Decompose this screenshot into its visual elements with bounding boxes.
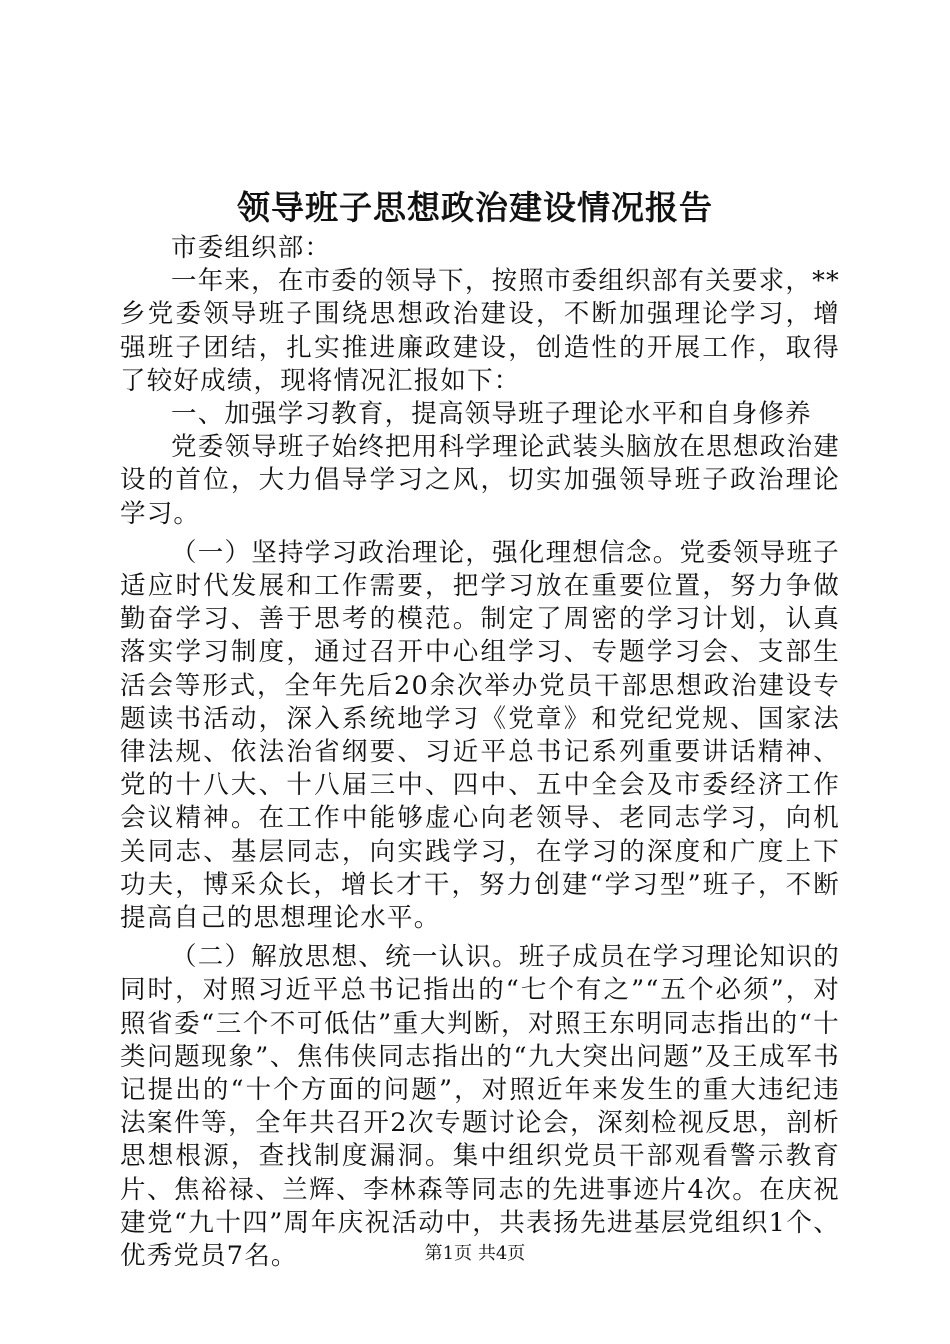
intro-paragraph: 一年来，在市委的领导下，按照市委组织部有关要求，**乡党委领导班子围绕思想政治建设，不断加强理论学习，增强班子团结，扎实推进廉政建设，创造性的开展工作，取得了较好成绩，现将情况汇报如下： bbox=[120, 266, 840, 396]
section-heading-1: 一、加强学习教育，提高领导班子理论水平和自身修养 bbox=[171, 399, 812, 430]
subsection-2-paragraph: （二）解放思想、统一认识。班子成员在学习理论知识的同时，对照习近平总书记指出的“七个有之”“五个必须”，对照省委“三个不可低估”重大判断，对照王东明同志指出的“十类问题现象”、焦伟侠同志指出的“九大突出问题”及王成军书记提出的“十个方面的问题”，对照近年来发生的重大违纪违法案件等，全年共召开2次专题讨论会，深刻检视反思，剖析思想根源，查找制度漏洞。集中组织党员干部观看警示教育片、焦裕禄、兰辉、李林森等同志的先进事迹片4次。在庆祝建党“九十四”周年庆祝活动中，共表扬先进基层党组织1个、优秀党员7名。 bbox=[120, 942, 840, 1272]
page-number-footer: 第1页 共4页 bbox=[424, 1243, 526, 1264]
document-title: 领导班子思想政治建设情况报告 bbox=[237, 188, 713, 227]
document-body bbox=[120, 232, 840, 1273]
salutation-paragraph: 市委组织部： bbox=[171, 233, 332, 263]
subsection-1-paragraph: （一）坚持学习政治理论，强化理想信念。党委领导班子适应时代发展和工作需要，把学习放在重要位置，努力争做勤奋学习、善于思考的模范。制定了周密的学习计划，认真落实学习制度，通过召开中心组学习、专题学习会、支部生活会等形式，全年先后20余次举办党员干部思想政治建设专题读书活动，深入系统地学习《党章》和党纪党规、国家法律法规、依法治省纲要、习近平总书记系列重要讲话精神、党的十八大、十八届三中、四中、五中全会及市委经济工作会议精神。在工作中能够虚心向老领导、老同志学习，向机关同志、基层同志，向实践学习，在学习的深度和广度上下功夫，博采众长，增长才干，努力创建“学习型”班子，不断提高自己的思想理论水平。 bbox=[120, 537, 840, 934]
section-1-summary-paragraph: 党委领导班子始终把用科学理论武装头脑放在思想政治建设的首位，大力倡导学习之风，切实加强领导班子政治理论学习。 bbox=[120, 432, 840, 529]
